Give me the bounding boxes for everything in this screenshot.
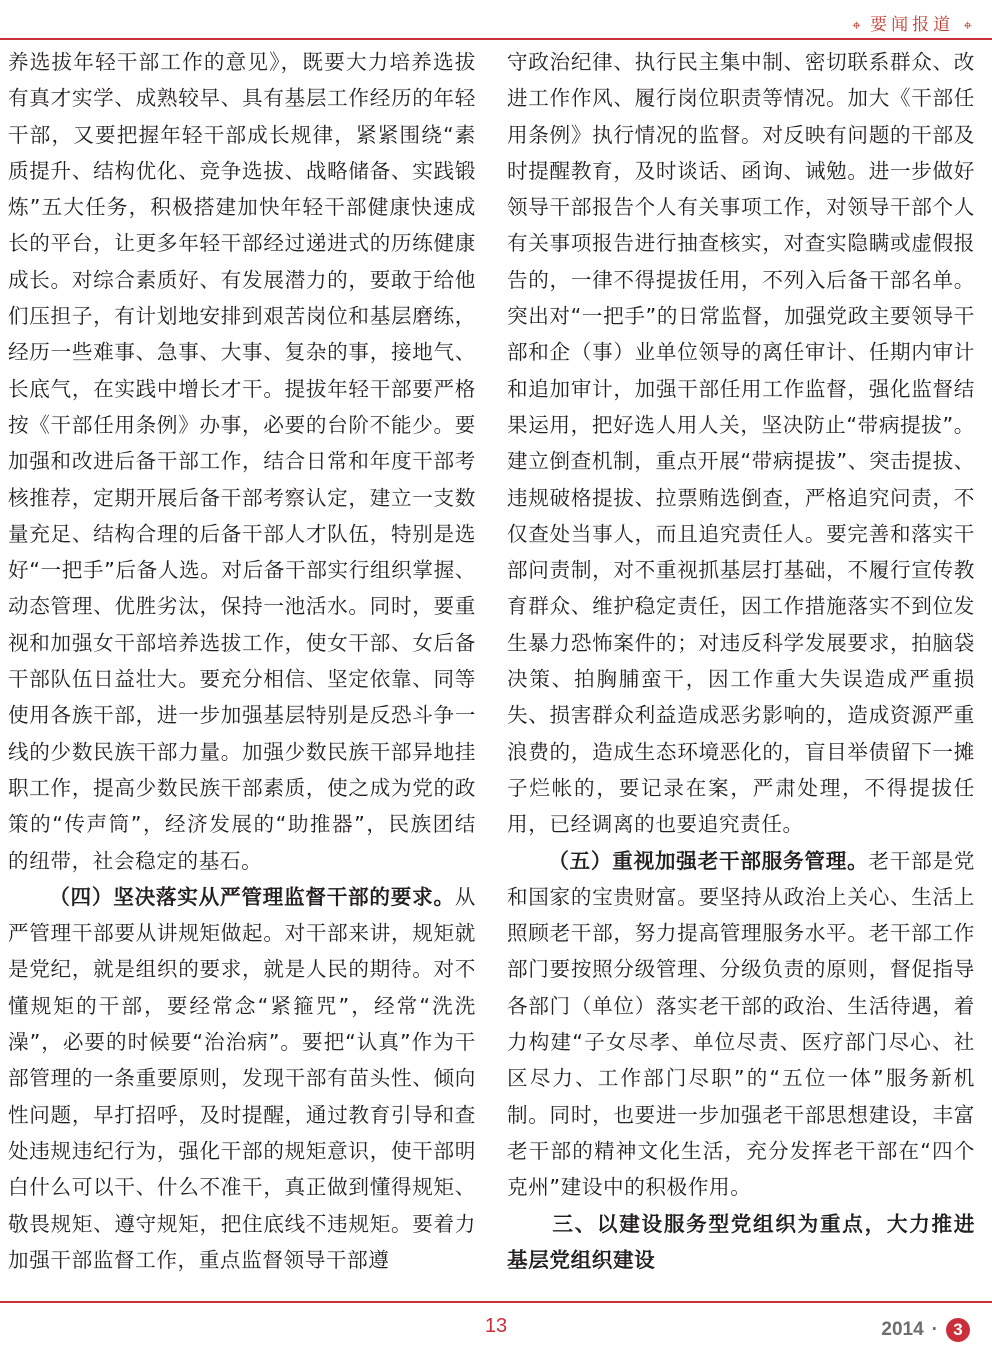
left-column xyxy=(8,44,476,1292)
section-title: 要闻报道 xyxy=(870,15,955,35)
issue-number-badge: 3 xyxy=(946,1318,970,1342)
issue-separator: · xyxy=(931,1319,938,1340)
right-column xyxy=(507,44,975,1292)
footer-rule xyxy=(0,1301,992,1303)
paragraph: 养选拔年轻干部工作的意见》，既要大力培养选拔有真才实学、成熟较早、具有基层工作经历的年轻干部，又要把握年轻干部成长规律，紧紧围绕“素质提升、结构优化、竞争选拔、战略储备、实践锻炼”五大任务，积极搭建加快年轻干部健康快速成长的平台，让更多年轻干部经过递进式的历练健康成长。对综合素质好、有发展潜力的，要敢于给他们压担子，有计划地安排到艰苦岗位和基层磨练，经历一些难事、急事、大事、复杂的事，接地气、长底气，在实践中增长才干。提拔年轻干部要严格按《干部任用条例》办事，必要的台阶不能少。要加强和改进后备干部工作，结合日常和年度干部考核推荐，定期开展后备干部考察认定，建立一支数量充足、结构合理的后备干部人才队伍，特别是选好“一把手”后备人选。对后备干部实行组织掌握、动态管理、优胜劣汰，保持一池活水。同时，要重视和加强女干部培养选拔工作，使女干部、女后备干部队伍日益壮大。要充分相信、坚定依靠、同等使用各族干部，进一步加强基层特别是反恐斗争一线的少数民族干部力量。加强少数民族干部异地挂职工作，提高少数民族干部素质，使之成为党的政策的“传声筒”，经济发展的“助推器”，民族团结的纽带，社会稳定的基石。 xyxy=(8,50,476,873)
subsection-heading: （五）重视加强老干部服务管理。 xyxy=(548,848,869,873)
page-header xyxy=(0,0,992,40)
ornament-icon: ⌖ xyxy=(852,16,861,34)
paragraph xyxy=(8,879,476,1278)
section-tag xyxy=(852,10,972,35)
section-heading: 三、以建设服务型党组织为重点，大力推进基层党组织建设 xyxy=(507,1211,975,1272)
paragraph xyxy=(507,843,975,1206)
ornament-icon: ⌖ xyxy=(963,16,972,34)
page-number: 13 xyxy=(484,1315,508,1337)
paragraph-body: 老干部是党和国家的宝贵财富。要坚持从政治上关心、生活上照顾老干部，努力提高管理服务水平。老干部工作部门要按照分级管理、分级负责的原则，督促指导各部门（单位）落实老干部的政治、生活待遇，着力构建“子女尽孝、单位尽责、医疗部门尽心、社区尽力、工作部门尽职”的“五位一体”服务新机制。同时，也要进一步加强老干部思想建设，丰富老干部的精神文化生活，充分发挥老干部在“四个克州”建设中的积极作用。 xyxy=(507,848,975,1200)
issue-year: 2014 xyxy=(881,1319,924,1340)
issue-label xyxy=(881,1318,970,1342)
paragraph: 守政治纪律、执行民主集中制、密切联系群众、改进工作作风、履行岗位职责等情况。加大《干部任用条例》执行情况的监督。对反映有问题的干部及时提醒教育，及时谈话、函询、诫勉。进一步做好领导干部报告个人有关事项工作，对领导干部个人有关事项报告进行抽查核实，对查实隐瞒或虚假报告的，一律不得提拔任用，不列入后备干部名单。突出对“一把手”的日常监督，加强党政主要领导干部和企（事）业单位领导的离任审计、任期内审计和追加审计，加强干部任用工作监督，强化监督结果运用，把好选人用人关，坚决防止“带病提拔”。建立倒查机制，重点开展“带病提拔”、突击提拔、违规破格提拔、拉票贿选倒查，严格追究问责，不仅查处当事人，而且追究责任人。要完善和落实干部问责制，对不重视抓基层打基础，不履行宣传教育群众、维护稳定责任，因工作措施落实不到位发生暴力恐怖案件的；对违反科学发展要求，拍脑袋决策、拍胸脯蛮干，因工作重大失误造成严重损失、损害群众利益造成恶劣影响的，造成资源严重浪费的，造成生态环境恶化的，盲目举债留下一摊子烂帐的，要记录在案，严肃处理，不得提拔任用，已经调离的也要追究责任。 xyxy=(507,50,975,837)
subsection-heading: （四）坚决落实从严管理监督干部的要求。 xyxy=(49,884,455,909)
header-rule xyxy=(0,38,992,40)
paragraph-body: 从严管理干部要从讲规矩做起。对干部来讲，规矩就是党纪，就是组织的要求，就是人民的期待。对不懂规矩的干部，要经常念“紧箍咒”，经常“洗洗澡”，必要的时候要“治治病”。要把“认真”作为干部管理的一条重要原则，发现干部有苗头性、倾向性问题，早打招呼，及时提醒，通过教育引导和查处违规违纪行为，强化干部的规矩意识，使干部明白什么可以干、什么不准干，真正做到懂得规矩、敬畏规矩、遵守规矩，把住底线不违规矩。要着力加强干部监督工作，重点监督领导干部遵 xyxy=(8,884,476,1272)
